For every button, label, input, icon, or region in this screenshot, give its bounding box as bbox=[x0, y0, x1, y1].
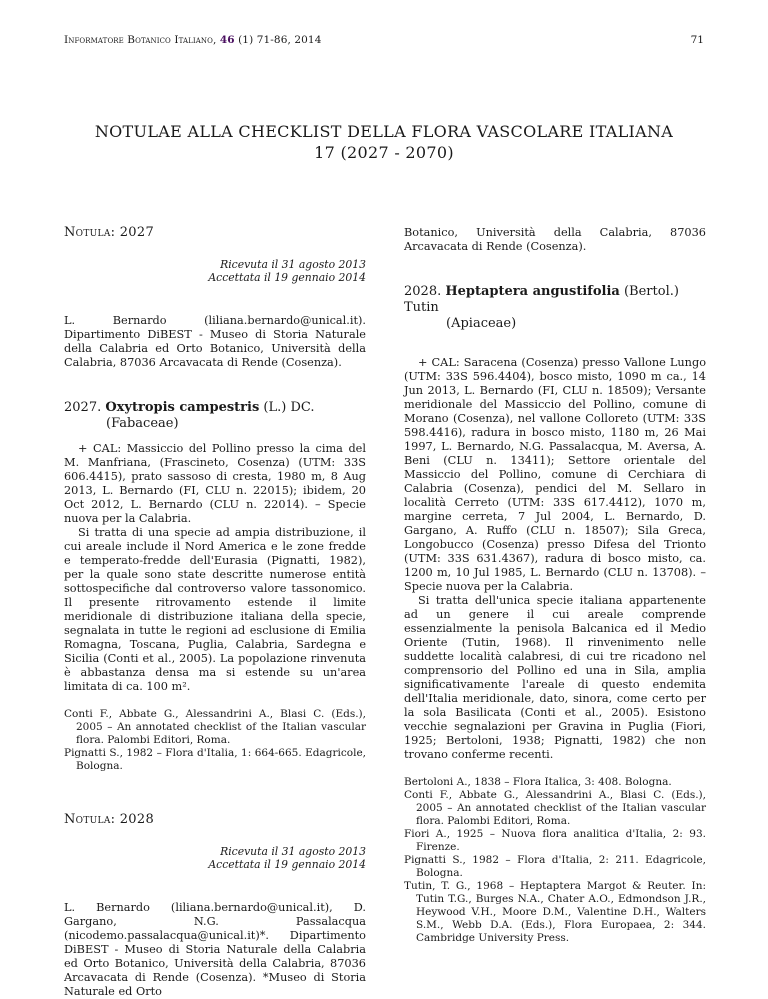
species-family: (Apiaceae) bbox=[446, 316, 517, 331]
species-number: 2027. bbox=[64, 400, 102, 415]
page-number: 71 bbox=[690, 34, 704, 46]
species-name: Heptaptera angustifolia bbox=[445, 284, 620, 299]
reference-list bbox=[404, 776, 706, 945]
record-text: + CAL: Saracena (Cosenza) presso Vallone Lungo (UTM: 33S 596.4404), bosco misto, 1090 m ca., 14 Jun 2013, L. Bernardo (FI, CLU n. 18509); Versante meridionale del Massiccio del Pollino, comune di Morano (Cosenza), nel vallone Colloreto (UTM: 33S 598.4416), radura in bosco misto, 1180 m, 26 Mai 1997, L. Bernardo, N.G. Passalacqua, M. Aversa, A. Beni (CLU n. 13411); Settore orientale del Massiccio del Pollino, comune di Cerchiara di Calabria (Cosenza), pendici del M. Sellaro in località Cerreto (UTM: 33S 617.4412), 1070 m, margine cerreta, 7 Jul 2004, L. Bernardo, D. Gargano, A. Ruffo (CLU n. 18507); Sila Greca, Longobucco (Cosenza) presso Difesa del Trionto (UTM: 33S 631.4367), radura di bosco misto, ca. 1200 m, 10 Jul 1985, L. Bernardo (CLU n. 13708). – Specie nuova per la Calabria. bbox=[404, 356, 706, 593]
author-affiliation: L. Bernardo (liliana.bernardo@unical.it). Dipartimento DiBEST - Museo di Storia Naturale della Calabria ed Orto Botanico, Università della Calabria, 87036 Arcavacata di Rende (Cosenza). bbox=[64, 314, 366, 369]
discussion-text: Si tratta di una specie ad ampia distribuzione, il cui areale include il Nord America e le zone fredde e temperato-fredde dell'Eurasia (Pignatti, 1982), per la quale sono state descritte numerose entità sottospecifiche dal controverso valore tassonomico. Il presente ritrovamento estende il limite meridionale di distribuzione italiana della specie, segnalata in tutte le regioni ad esclusione di Emilia Romagna, Toscana, Puglia, Calabria, Sardegna e Sicilia (Conti et al., 2005). La popolazione rinvenuta è abbastanza densa ma si estende su un'area limitata di ca. 100 m². bbox=[64, 526, 366, 693]
species-number: 2028. bbox=[404, 284, 442, 299]
received-date: Ricevuta il 31 agosto 2013 bbox=[220, 845, 366, 858]
article-title bbox=[0, 121, 768, 163]
reference-item: Pignatti S., 1982 – Flora d'Italia, 1: 664-665. Edagricole, Bologna. bbox=[64, 747, 366, 772]
record-text: + CAL: Massiccio del Pollino presso la cima del M. Manfriana, (Frascineto, Cosenza) (UTM: 33S 606.4415), prato sassoso di cresta, 1980 m, 8 Aug 2013, L. Bernardo (FI, CLU n. 22015); ibidem, 20 Oct 2012, L. Bernardo (CLU n. 22014). – Specie nuova per la Calabria. bbox=[64, 442, 366, 525]
accepted-date: Accettata il 19 gennaio 2014 bbox=[208, 858, 366, 871]
species-authority: (Bertol.) Tutin bbox=[404, 284, 679, 315]
notula-label-2027: Notula: 2027 bbox=[64, 225, 155, 240]
right-column bbox=[404, 226, 706, 945]
reference-item: Conti F., Abbate G., Alessandrini A., Blasi C. (Eds.), 2005 – An annotated checklist of the Italian vascular flora. Palombi Editori, Roma. bbox=[404, 789, 706, 827]
running-head bbox=[64, 34, 322, 46]
notula-label-2028: Notula: 2028 bbox=[64, 812, 155, 827]
journal-name: Informatore Botanico Italiano, bbox=[64, 34, 217, 46]
discussion-text: Si tratta dell'unica specie italiana appartenente ad un genere il cui areale comprende essenzialmente la penisola Balcanica ed il Medio Oriente (Tutin, 1968). Il rinvenimento nelle suddette località calabresi, di cui tre ricadono nel comprensorio del Pollino ed una in Sila, amplia significativamente l'areale di questo endemita dell'Italia meridionale, dato, sinora, come certo per la sola Basilicata (Conti et al., 2005). Esistono vecchie segnalazioni per Gravina in Puglia (Fiori, 1925; Bertoloni, 1938; Pignatti, 1982) che non trovano conferme recenti. bbox=[404, 594, 706, 761]
species-heading-2027 bbox=[64, 400, 366, 432]
title-line-2: 17 (2027 - 2070) bbox=[314, 143, 454, 162]
reference-item: Conti F., Abbate G., Alessandrini A., Blasi C. (Eds.), 2005 – An annotated checklist of the Italian vascular flora. Palombi Editori, Roma. bbox=[64, 708, 366, 746]
left-column bbox=[64, 226, 366, 999]
received-date: Ricevuta il 31 agosto 2013 bbox=[220, 258, 366, 271]
reference-item: Fiori A., 1925 – Nuova flora analitica d'Italia, 2: 93. Firenze. bbox=[404, 828, 706, 853]
reference-item: Pignatti S., 1982 – Flora d'Italia, 2: 211. Edagricole, Bologna. bbox=[404, 854, 706, 879]
title-line-1: NOTULAE ALLA CHECKLIST DELLA FLORA VASCOLARE ITALIANA bbox=[94, 122, 674, 141]
reference-list bbox=[64, 708, 366, 773]
reference-item: Tutin, T. G., 1968 – Heptaptera Margot & Reuter. In: Tutin T.G., Burges N.A., Chater A.O., Edmondson J.R., Heywood V.H., Moore D.M., Valentine D.H., Walters S.M., Webb D.A. (Eds.), Flora Europaea, 2: 344. Cambridge University Press. bbox=[404, 880, 706, 944]
reference-item: Bertoloni A., 1838 – Flora Italica, 3: 408. Bologna. bbox=[404, 776, 672, 788]
species-authority: (L.) DC. bbox=[263, 400, 315, 415]
species-heading-2028 bbox=[404, 284, 706, 332]
issue-pages: (1) 71-86, 2014 bbox=[238, 34, 322, 46]
author-affiliation: L. Bernardo (liliana.bernardo@unical.it), D. Gargano, N.G. Passalacqua (nicodemo.passalacqua@unical.it)*. Dipartimento DiBEST - Museo di Storia Naturale della Calabria ed Orto Botanico, Università della Calabria, 87036 Arcavacata di Rende (Cosenza). *Museo di Storia Naturale ed Orto bbox=[64, 901, 366, 998]
species-family: (Fabaceae) bbox=[106, 416, 179, 431]
species-name: Oxytropis campestris bbox=[105, 400, 260, 415]
author-affiliation-cont: Botanico, Università della Calabria, 87036 Arcavacata di Rende (Cosenza). bbox=[404, 226, 706, 253]
volume-number: 46 bbox=[219, 34, 235, 46]
accepted-date: Accettata il 19 gennaio 2014 bbox=[208, 271, 366, 284]
